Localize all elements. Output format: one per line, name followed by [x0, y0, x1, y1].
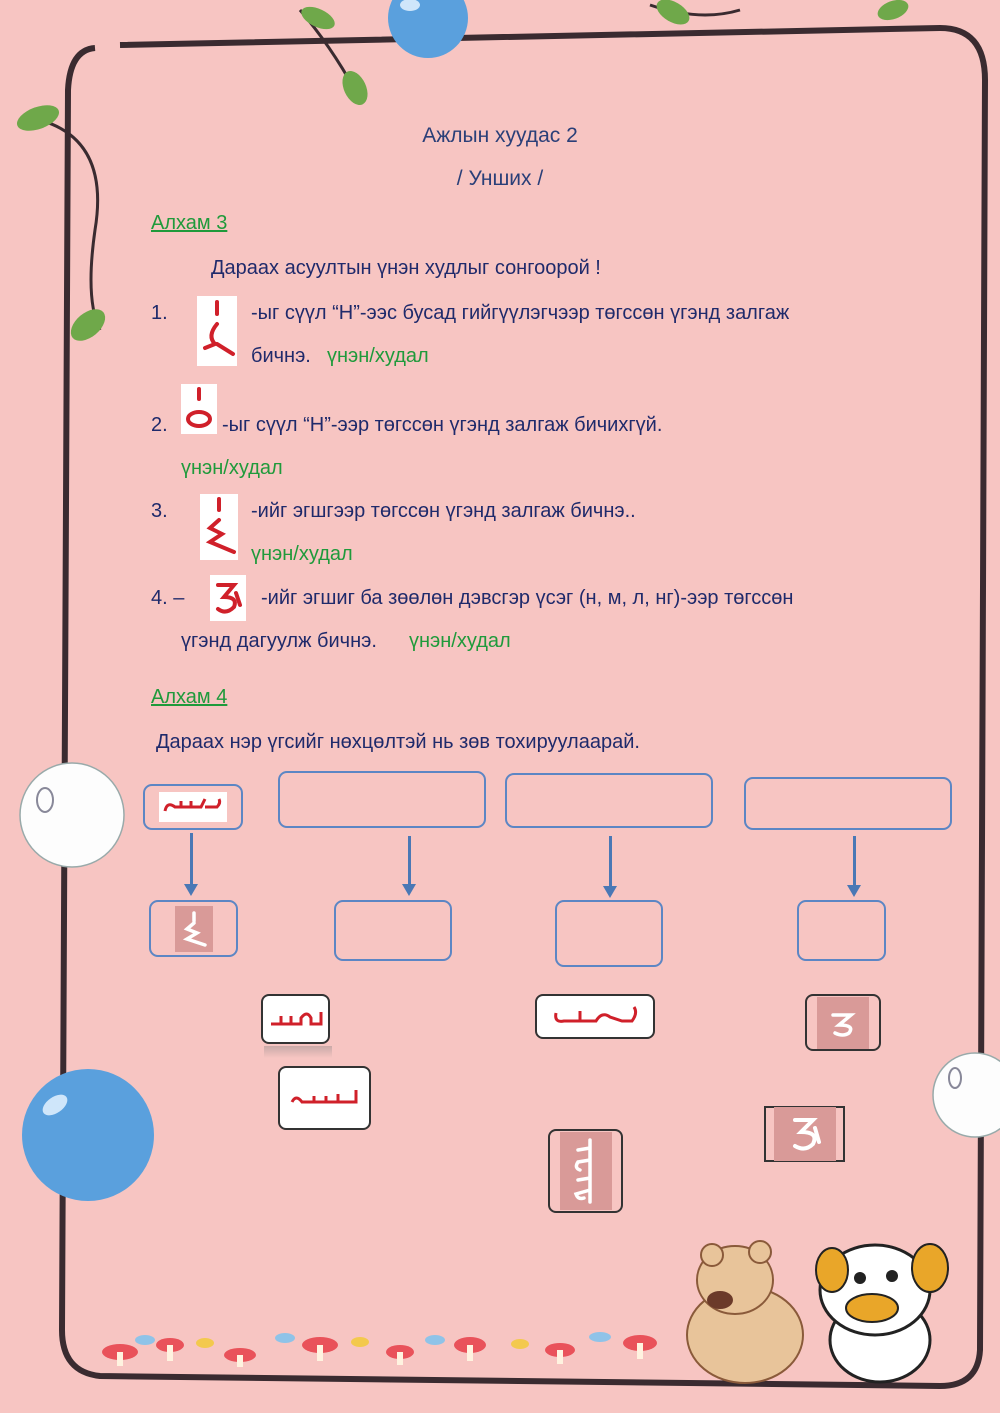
word-drop-box[interactable]	[505, 773, 713, 828]
step4-heading: Алхам 4	[151, 686, 228, 708]
mongolian-glyph-image	[200, 494, 238, 560]
arrow-down-icon	[853, 836, 856, 887]
suffix-drop-box[interactable]	[555, 900, 663, 967]
mongolian-suffix-tile	[774, 1107, 836, 1161]
mongolian-suffix-tile	[817, 997, 869, 1049]
card-shadow	[264, 1046, 332, 1058]
item-text: -ийг эгшиг ба зөөлөн дэвсгэр үсэг (н, м, л, нг)-ээр төгссөн	[261, 587, 794, 609]
step4-instruction: Дараах нэр үгсийг нөхцөлтэй нь зөв тохируулаарай.	[156, 731, 640, 753]
item-number: 1.	[151, 302, 168, 324]
true-false-answer[interactable]: үнэн/худал	[181, 457, 283, 479]
suffix-drop-box[interactable]	[334, 900, 452, 961]
suffix-drop-box[interactable]	[149, 900, 238, 957]
item-text: бичнэ.	[251, 345, 311, 367]
mongolian-glyph-image	[210, 575, 246, 621]
draggable-word-card[interactable]	[261, 994, 330, 1044]
arrow-down-icon	[609, 836, 612, 888]
item-number: 4. –	[151, 587, 185, 609]
draggable-word-card[interactable]	[278, 1066, 371, 1130]
step3-heading: Алхам 3	[151, 212, 228, 234]
item-text: -ыг сүүл “Н”-ээр төгссөн үгэнд залгаж бичихгүй.	[222, 414, 663, 436]
draggable-suffix-card[interactable]	[764, 1106, 845, 1162]
mongolian-vertical-word-tile	[560, 1132, 612, 1210]
true-false-answer[interactable]: үнэн/худал	[251, 543, 353, 565]
mongolian-word-image	[159, 792, 227, 822]
item-text: -ийг эгшгээр төгссөн үгэнд залгаж бичнэ..	[251, 500, 636, 522]
arrow-down-icon	[408, 836, 411, 886]
word-drop-box[interactable]	[143, 784, 243, 830]
draggable-word-card[interactable]	[535, 994, 655, 1039]
suffix-drop-box[interactable]	[797, 900, 886, 961]
bear-illustration	[687, 1241, 803, 1383]
mushroom-icon	[102, 1332, 657, 1367]
draggable-suffix-card[interactable]	[805, 994, 881, 1051]
page-subtitle: / Унших /	[456, 167, 544, 190]
step3-instruction: Дараах асуултын үнэн худлыг сонгоорой !	[211, 257, 601, 279]
dog-illustration	[816, 1244, 948, 1382]
mongolian-suffix-tile	[175, 906, 213, 952]
page-title: Ажлын хуудас 2	[422, 124, 578, 147]
word-drop-box[interactable]	[744, 777, 952, 830]
mongolian-glyph-image	[197, 296, 237, 366]
arrow-down-icon	[190, 833, 193, 886]
true-false-answer[interactable]: үнэн/худал	[327, 345, 429, 367]
item-text: -ыг сүүл “Н”-ээс бусад гийгүүлэгчээр төгссөн үгэнд залгаж	[251, 302, 790, 324]
draggable-word-card[interactable]	[548, 1129, 623, 1213]
mongolian-glyph-image	[181, 384, 217, 434]
true-false-answer[interactable]: үнэн/худал	[409, 630, 511, 652]
word-drop-box[interactable]	[278, 771, 486, 828]
item-number: 3.	[151, 500, 168, 522]
item-text: үгэнд дагуулж бичнэ.	[181, 630, 377, 652]
item-number: 2.	[151, 414, 168, 436]
